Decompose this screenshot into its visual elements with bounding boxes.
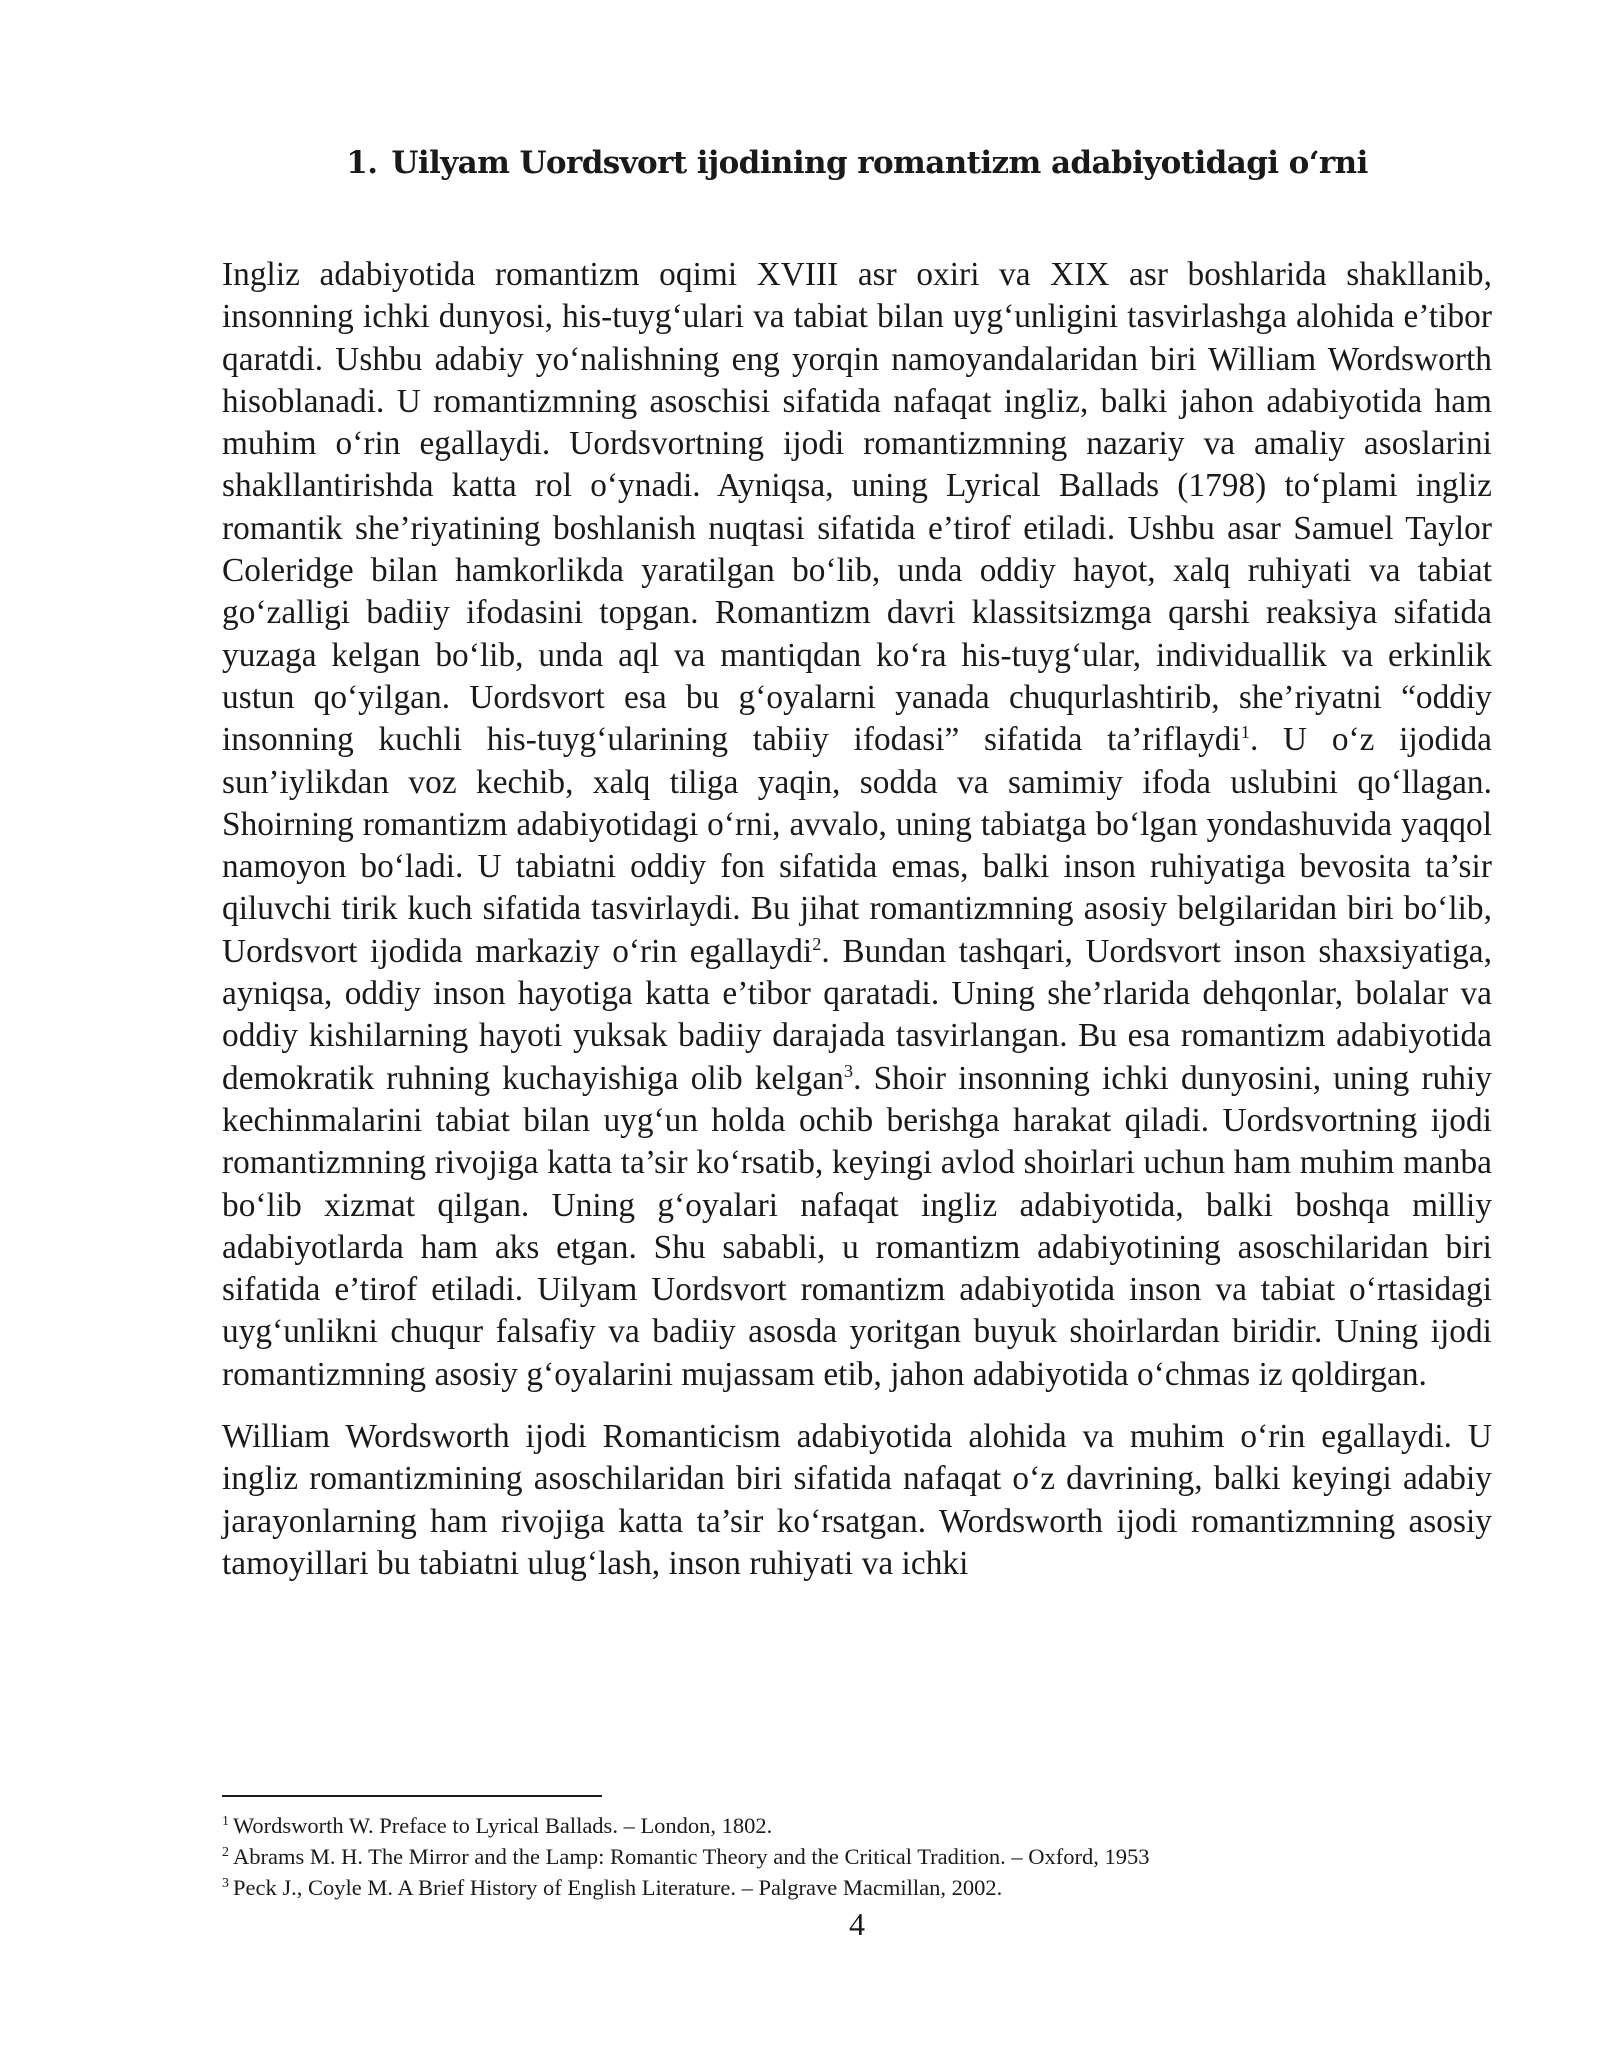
footnote-item xyxy=(222,1810,1492,1841)
paragraph-text: Ingliz adabiyotida romantizm oqimi XVIII asr oxiri va XIX asr boshlarida shakllanib, insonning ichki dunyosi, his-tuyg‘ulari va tabiat bilan uyg‘unligini tasvirlashga alohida e’tibor qaratdi. Ushbu adabiy yo‘nalishning eng yorqin namoyandalaridan biri William Wordsworth hisoblanadi. U romantizmning asoschisi sifatida nafaqat ingliz, balki jahon adabiyotida ham muhim o‘rin egallaydi. Uordsvortning ijodi romantizmning nazariy va amaliy asoslarini shakllantirishda katta rol o‘ynadi. Ayniqsa, uning Lyrical Ballads (1798) to‘plami ingliz romantik she’riyatining boshlanish nuqtasi sifatida e’tirof etiladi. Ushbu asar Samuel Taylor Coleridge bilan hamkorlikda yaratilgan bo‘lib, unda oddiy hayot, xalq ruhiyati va tabiat go‘zalligi badiiy ifodasini topgan. Romantizm davri klassitsizmga qarshi reaksiya sifatida yuzaga kelgan bo‘lib, unda aql va mantiqdan ko‘ra his-tuyg‘ular, individuallik va erkinlik ustun qo‘yilgan. Uordsvort esa bu g‘oyalarni yanada chuqurlashtirib, she’riyatni “oddiy insonning kuchli his-tuyg‘ularining tabiiy ifodasi” sifatida ta’riflaydi xyxy=(222,256,1492,759)
paragraph xyxy=(222,1416,1492,1585)
paragraph-text: William Wordsworth ijodi Romanticism adabiyotida alohida va muhim o‘rin egallaydi. U ingliz romantizmining asoschilaridan biri sifatida nafaqat o‘z davrining, balki keyingi adabiy jarayonlarning ham rivojiga katta ta’sir ko‘rsatgan. Wordsworth ijodi romantizmning asosiy tamoyillari bu tabiatni ulug‘lash, inson ruhiyati va ichki xyxy=(222,1418,1492,1582)
footnote-item xyxy=(222,1841,1492,1872)
paragraph-text: . Shoir insonning ichki dunyosini, uning ruhiy kechinmalarini tabiat bilan uyg‘un holda ochib berishga harakat qiladi. Uordsvortning ijodi romantizmning rivojiga katta ta’sir ko‘rsatib, keyingi avlod shoirlari uchun ham muhim manba bo‘lib xizmat qilgan. Uning g‘oyalari nafaqat ingliz adabiyotida, balki boshqa milliy adabiyotlarda ham aks etgan. Shu sababli, u romantizm adabiyotining asoschilaridan biri sifatida e’tirof etiladi. Uilyam Uordsvort romantizm adabiyotida inson va tabiat o‘rtasidagi uyg‘unlikni chuqur falsafiy va badiiy asosda yoritgan buyuk shoirlardan biridir. Uning ijodi romantizmning asosiy g‘oyalarini mujassam etib, jahon adabiyotida o‘chmas iz qoldirgan. xyxy=(222,1059,1492,1393)
body-text xyxy=(222,254,1492,1605)
footnote-reference[interactable]: 2 xyxy=(812,933,822,954)
paragraph-text: . Bundan tashqari, Uordsvort inson shaxsiyatiga, ayniqsa, oddiy inson hayotiga katta e’tibor qaratadi. Uning she’rlarida dehqonlar, bolalar va oddiy kishilarning hayoti yuksak badiiy darajada tasvirlangan. Bu esa romantizm adabiyotida demokratik ruhning kuchayishiga olib kelgan xyxy=(222,932,1492,1097)
footnote-text: Abrams M. H. The Mirror and the Lamp: Romantic Theory and the Critical Tradition. – Oxford, 1953 xyxy=(232,1844,1150,1869)
footnote-text: Wordsworth W. Preface to Lyrical Ballads. – London, 1802. xyxy=(232,1813,773,1838)
footnote-mark: 3 xyxy=(222,1875,229,1891)
footnote-mark: 2 xyxy=(222,1844,229,1860)
paragraph xyxy=(222,254,1492,1396)
document-page xyxy=(222,0,1492,2070)
footnote-separator xyxy=(222,1795,602,1797)
footnote-item xyxy=(222,1872,1492,1903)
page-number: 4 xyxy=(849,1906,865,1942)
footnotes xyxy=(222,1810,1492,1903)
paragraph-text: . U o‘z ijodida sun’iylikdan voz kechib, xalq tiliga yaqin, sodda va samimiy ifoda uslubini qo‘llagan. Shoirning romantizm adabiyotidagi o‘rni, avvalo, uning tabiatga bo‘lgan yondashuvida yaqqol namoyon bo‘ladi. U tabiatni oddiy fon sifatida emas, balki inson ruhiyatiga bevosita ta’sir qiluvchi tirik kuch sifatida tasvirlaydi. Bu jihat romantizmning asosiy belgilaridan biri bo‘lib, Uordsvort ijodida markaziy o‘rin egallaydi xyxy=(222,721,1492,970)
footnote-reference[interactable]: 3 xyxy=(843,1060,854,1081)
footnote-mark: 1 xyxy=(222,1813,229,1829)
section-title: Uilyam Uordsvort ijodining romantizm adabiyotidagi o‘rni xyxy=(391,145,1368,181)
footnote-reference[interactable]: 1 xyxy=(1240,722,1250,743)
section-heading xyxy=(222,145,1492,181)
section-number: 1. xyxy=(346,145,378,181)
footnote-text: Peck J., Coyle M. A Brief History of English Literature. – Palgrave Macmillan, 2002. xyxy=(232,1875,1003,1900)
